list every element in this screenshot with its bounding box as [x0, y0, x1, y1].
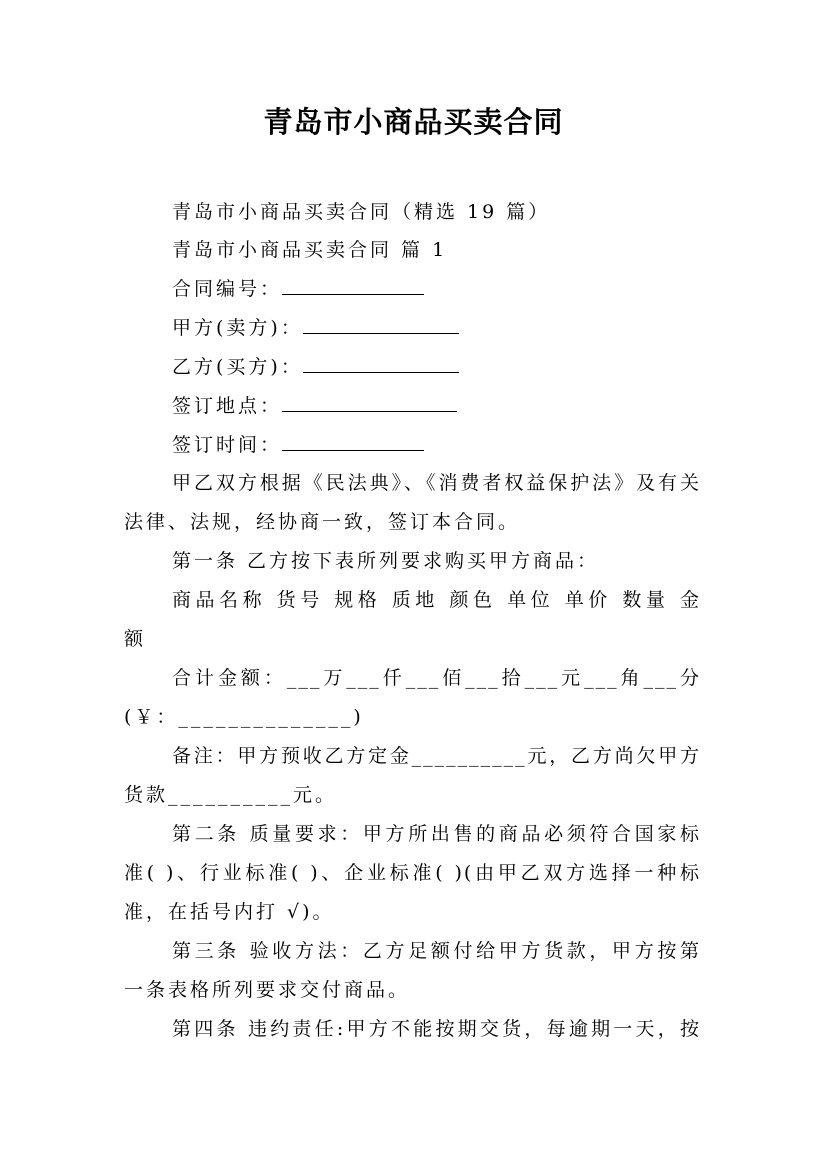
contract-number-line: [172, 276, 424, 302]
paragraph-line: 第二条 质量要求：甲方所出售的商品必须符合国家标: [172, 823, 701, 845]
signing-place-blank: [282, 393, 457, 412]
table-header-line: 额: [124, 628, 147, 650]
party-a-blank: [303, 315, 459, 334]
paragraph-line: 一条表格所列要求交付商品。: [124, 979, 411, 1001]
signing-place-line: [172, 393, 457, 419]
total-amount-line: 合计金额：___万___仟___佰___拾___元___角___分: [172, 667, 701, 689]
table-header-line: 商品名称 货号 规格 质地 颜色 单位 单价 数量 金: [172, 589, 701, 611]
party-b-blank: [303, 354, 459, 373]
signing-time-line: [172, 432, 424, 458]
party-a-line: [172, 315, 459, 341]
total-amount-line: (￥：______________): [124, 706, 364, 728]
party-a-label: 甲方(卖方)：: [172, 317, 303, 339]
paragraph-line: 准，在括号内打 √)。: [124, 901, 335, 923]
signing-time-blank: [282, 432, 424, 451]
contract-number-label: 合同编号：: [172, 278, 283, 300]
subtitle-line: 青岛市小商品买卖合同（精选 19 篇）: [172, 201, 551, 223]
remark-line: 货款__________元。: [124, 784, 338, 806]
paragraph-line: 准( )、行业标准( )、企业标准( )(由甲乙双方选择一种标: [124, 862, 701, 884]
document-title: 青岛市小商品买卖合同: [263, 105, 564, 139]
party-b-label: 乙方(买方)：: [172, 356, 303, 378]
remark-line: 备注：甲方预收乙方定金__________元，乙方尚欠甲方: [172, 745, 701, 767]
signing-time-label: 签订时间：: [172, 434, 283, 456]
article-heading: 第一条 乙方按下表所列要求购买甲方商品：: [172, 550, 600, 572]
section-heading: 青岛市小商品买卖合同 篇 1: [172, 239, 448, 261]
party-b-line: [172, 354, 459, 380]
paragraph-line: 甲乙双方根据《民法典》、《消费者权益保护法》及有关: [172, 472, 701, 494]
signing-place-label: 签订地点：: [172, 395, 283, 417]
paragraph-line: 第三条 验收方法：乙方足额付给甲方货款，甲方按第: [172, 940, 701, 962]
paragraph-line: 第四条 违约责任:甲方不能按期交货，每逾期一天，按: [172, 1018, 701, 1040]
contract-number-blank: [282, 276, 424, 295]
paragraph-line: 法律、法规，经协商一致，签订本合同。: [124, 511, 521, 533]
